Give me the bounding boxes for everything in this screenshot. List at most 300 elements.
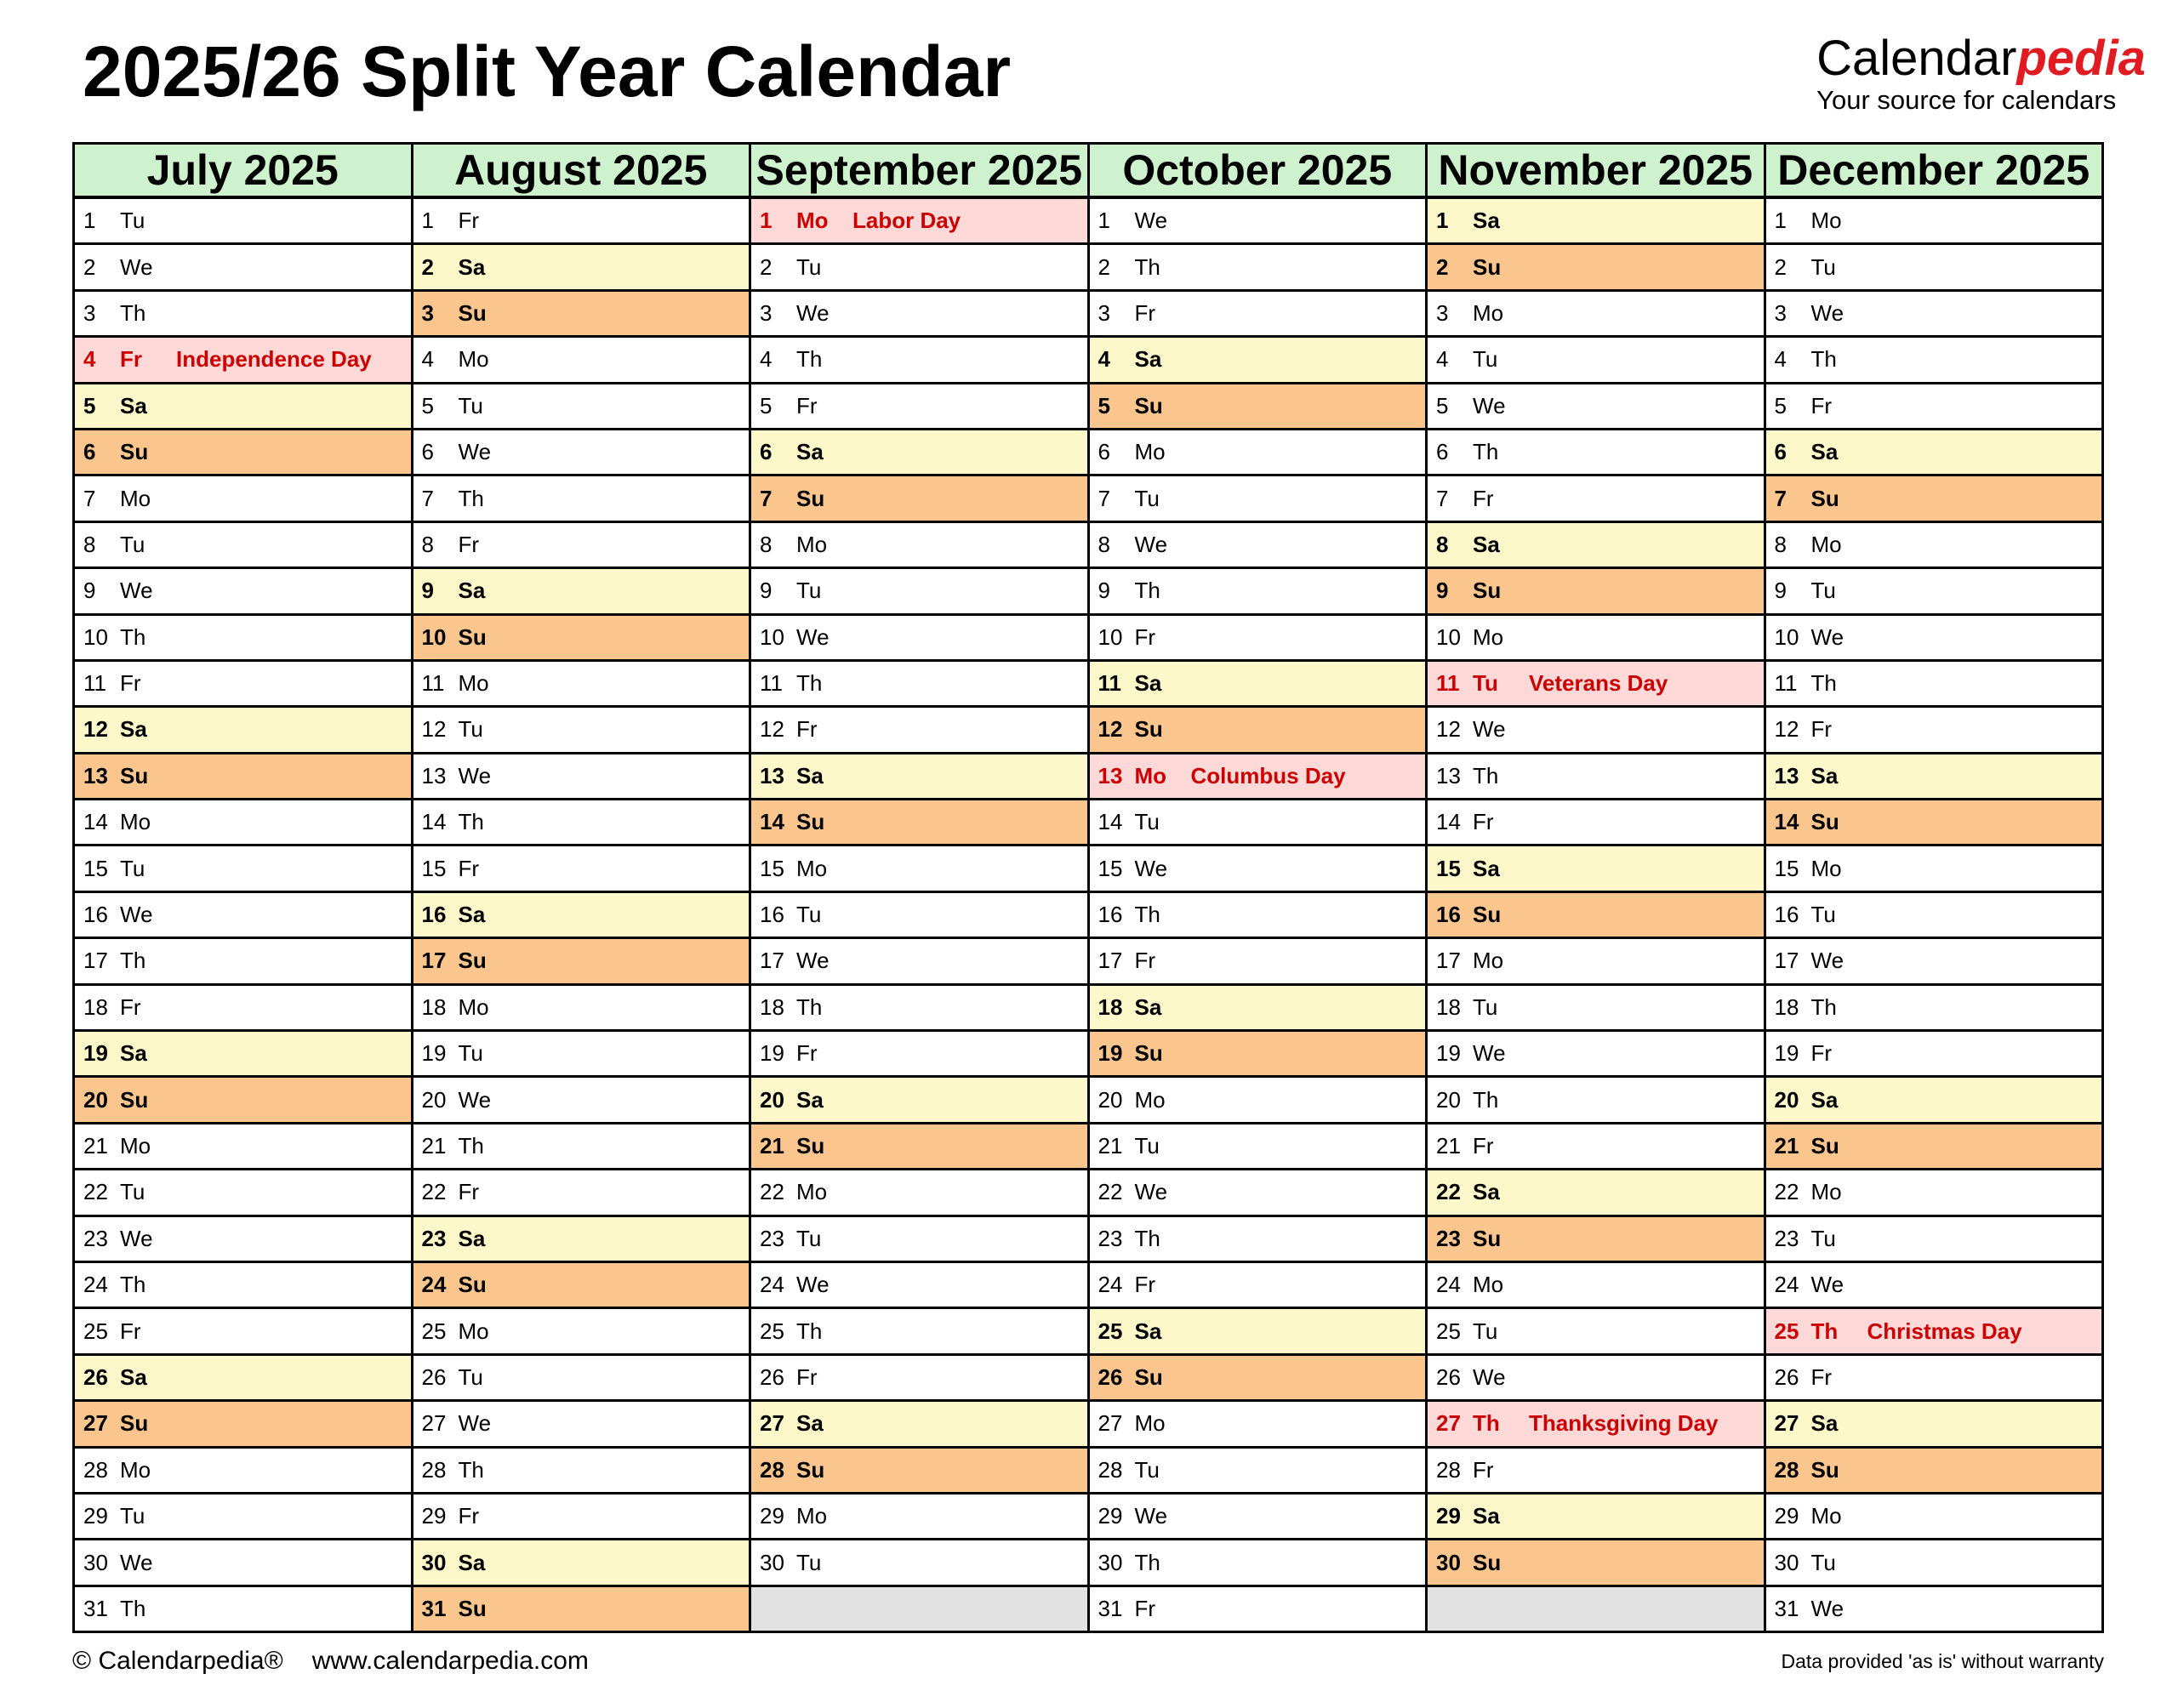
weekday-abbrev: Su [1473,1549,1502,1575]
weekday-abbrev: Tu [1134,1456,1160,1483]
empty-cell [750,1586,1089,1631]
weekday-abbrev: Th [120,948,146,974]
day-number: 30 [1098,1549,1123,1575]
weekday-abbrev: Su [1810,809,1839,835]
day-cell [74,1308,413,1354]
day-number: 3 [1774,299,1787,326]
weekday-abbrev: Fr [120,993,141,1020]
day-number: 3 [421,299,434,326]
day-number: 13 [83,762,108,789]
day-cell [1088,1354,1427,1400]
footer [72,1647,2104,1676]
day-number: 21 [760,1133,784,1159]
day-number: 16 [421,902,447,928]
day-number: 10 [1436,623,1461,650]
weekday-abbrev: Sa [1810,1086,1839,1113]
day-number: 2 [421,253,434,280]
weekday-abbrev: Sa [1134,346,1162,373]
day-cell [412,1077,750,1123]
weekday-abbrev: Tu [1810,1549,1836,1575]
day-number: 24 [83,1272,108,1298]
day-number: 28 [1098,1456,1123,1483]
day-cell [750,1493,1089,1539]
day-number: 18 [1098,993,1123,1020]
logo-brand-black: Calendar [1816,31,2017,86]
day-number: 29 [760,1503,784,1529]
day-cell [74,845,413,891]
weekday-abbrev: Fr [1134,1272,1156,1298]
day-cell [412,521,750,567]
weekday-abbrev: Mo [1473,623,1504,650]
day-number: 21 [83,1133,108,1159]
day-cell [74,1401,413,1447]
website-text: www.calendarpedia.com [311,1647,589,1675]
day-cell [1088,984,1427,1030]
weekday-abbrev: Fr [796,392,818,418]
day-cell [1088,938,1427,984]
weekday-abbrev: Tu [458,1364,483,1390]
weekday-abbrev: Tu [120,1503,145,1529]
day-cell [1765,707,2103,753]
day-number: 20 [83,1086,108,1113]
weekday-abbrev: Th [458,1133,484,1159]
day-number: 17 [421,948,447,974]
day-number: 29 [1774,1503,1799,1529]
day-number: 27 [421,1410,447,1437]
day-number: 27 [1098,1410,1123,1437]
day-number: 22 [1774,1179,1799,1205]
day-cell [750,1308,1089,1354]
day-cell [74,707,413,753]
day-cell [1088,197,1427,244]
day-cell [1088,1261,1427,1307]
day-number: 22 [1436,1179,1461,1205]
weekday-abbrev: We [1134,1503,1168,1529]
weekday-abbrev: Sa [1473,531,1500,557]
day-number: 13 [1098,762,1123,789]
day-cell [1765,1077,2103,1123]
day-cell [412,1401,750,1447]
weekday-abbrev: Th [1473,439,1499,465]
day-cell [1765,475,2103,521]
weekday-abbrev: Mo [1810,531,1842,557]
day-number: 24 [760,1272,784,1298]
day-cell [74,614,413,660]
day-cell [750,1031,1089,1077]
day-cell [412,938,750,984]
month-header: September 2025 [750,144,1089,198]
weekday-abbrev: Su [1473,902,1502,928]
weekday-abbrev: Sa [1134,670,1162,697]
day-cell [1088,1401,1427,1447]
day-cell [1088,521,1427,567]
day-number: 7 [83,485,96,511]
month-header: July 2025 [74,144,413,198]
day-cell [74,1261,413,1307]
weekday-abbrev: We [1473,1364,1506,1390]
weekday-abbrev: We [458,762,492,789]
day-cell [74,475,413,521]
day-cell [1427,383,1765,429]
day-number: 16 [760,902,784,928]
day-cell [750,938,1089,984]
day-cell [74,383,413,429]
day-number: 6 [760,439,773,465]
holiday-label: Columbus Day [1190,762,1346,789]
day-number: 14 [1774,809,1799,835]
day-number: 30 [1774,1549,1799,1575]
day-cell [1088,1540,1427,1586]
day-cell [1427,337,1765,383]
day-number: 26 [760,1364,784,1390]
weekday-abbrev: Th [1473,1410,1500,1437]
weekday-abbrev: Tu [1810,1225,1836,1251]
weekday-abbrev: Fr [1473,1456,1494,1483]
day-cell [412,845,750,891]
day-number: 15 [1774,855,1799,881]
weekday-abbrev: Th [1134,253,1160,280]
day-number: 8 [1098,531,1110,557]
day-number: 30 [760,1549,784,1575]
weekday-abbrev: Mo [120,1133,151,1159]
weekday-abbrev: Mo [1810,855,1842,881]
day-cell [1088,1123,1427,1169]
day-cell [750,1077,1089,1123]
day-number: 8 [1436,531,1449,557]
day-cell [1765,1586,2103,1631]
weekday-abbrev: Tu [458,392,483,418]
day-number: 23 [83,1225,108,1251]
day-number: 3 [1098,299,1110,326]
day-number: 4 [1774,346,1787,373]
weekday-abbrev: Mo [1810,208,1842,234]
day-number: 4 [421,346,434,373]
day-number: 17 [760,948,784,974]
weekday-abbrev: Mo [1473,299,1504,326]
day-number: 4 [83,346,96,373]
day-number: 28 [1436,1456,1461,1483]
weekday-abbrev: We [120,578,153,604]
weekday-abbrev: Tu [796,902,822,928]
day-cell [412,891,750,937]
day-number: 8 [83,531,96,557]
month-header: December 2025 [1765,144,2103,198]
day-cell [1427,1447,1765,1493]
weekday-abbrev: Mo [1810,1503,1842,1529]
day-cell [1088,337,1427,383]
day-number: 13 [1436,762,1461,789]
day-cell [412,475,750,521]
day-cell [412,1447,750,1493]
day-number: 9 [1436,578,1449,604]
weekday-abbrev: Fr [458,208,480,234]
day-cell [74,1447,413,1493]
weekday-abbrev: Mo [796,855,828,881]
weekday-abbrev: Tu [1473,1318,1498,1344]
weekday-abbrev: Tu [1473,993,1498,1020]
weekday-abbrev: Th [1810,346,1837,373]
weekday-abbrev: Su [1134,1040,1163,1067]
day-number: 26 [1098,1364,1123,1390]
day-cell [1765,197,2103,244]
day-cell [750,337,1089,383]
weekday-abbrev: Sa [458,578,486,604]
day-cell [412,614,750,660]
weekday-abbrev: Sa [1473,1179,1500,1205]
day-number: 2 [760,253,773,280]
weekday-abbrev: Th [1134,1549,1160,1575]
day-cell [1765,1031,2103,1077]
calendarpedia-logo [1816,31,2146,115]
weekday-abbrev: Fr [120,670,141,697]
day-cell [1088,1493,1427,1539]
weekday-abbrev: Mo [1810,1179,1842,1205]
weekday-abbrev: Sa [120,1364,147,1390]
day-number: 26 [421,1364,447,1390]
day-cell [1765,1354,2103,1400]
day-number: 13 [1774,762,1799,789]
weekday-abbrev: Sa [120,716,147,743]
day-cell [750,521,1089,567]
day-number: 26 [83,1364,108,1390]
day-cell [1765,1170,2103,1216]
day-number: 11 [1098,670,1121,697]
weekday-abbrev: Sa [1473,208,1500,234]
weekday-abbrev: Tu [1810,253,1836,280]
weekday-abbrev: Mo [796,1179,828,1205]
day-cell [750,383,1089,429]
weekday-abbrev: Tu [458,1040,483,1067]
day-number: 11 [760,670,783,697]
day-cell [1427,1261,1765,1307]
day-cell [74,753,413,799]
day-cell [1427,1077,1765,1123]
day-cell [1765,337,2103,383]
day-cell [412,1586,750,1631]
day-number: 12 [421,716,447,743]
day-number: 19 [1436,1040,1461,1067]
day-cell [412,568,750,614]
weekday-abbrev: Mo [458,346,489,373]
day-cell [750,891,1089,937]
day-number: 20 [760,1086,784,1113]
holiday-label: Christmas Day [1867,1318,2022,1344]
day-number: 1 [1774,208,1787,234]
weekday-abbrev: Fr [458,1179,480,1205]
weekday-abbrev: Su [458,1272,487,1298]
day-cell [1765,614,2103,660]
day-cell [1427,1493,1765,1539]
day-cell [1765,383,2103,429]
day-cell [1088,1447,1427,1493]
empty-cell [1427,1586,1765,1631]
weekday-abbrev: Mo [458,993,489,1020]
day-cell [74,1216,413,1261]
day-number: 2 [83,253,96,280]
weekday-abbrev: Mo [796,208,829,234]
day-number: 30 [83,1549,108,1575]
day-cell [1427,1170,1765,1216]
day-cell [1088,800,1427,845]
day-cell [74,984,413,1030]
day-number: 14 [421,809,447,835]
day-number: 20 [1098,1086,1123,1113]
day-cell [1765,1216,2103,1261]
day-cell [1765,1261,2103,1307]
day-cell [750,1447,1089,1493]
day-number: 22 [421,1179,447,1205]
day-number: 14 [1436,809,1461,835]
day-number: 5 [83,392,96,418]
weekday-abbrev: Th [1810,1318,1839,1344]
day-number: 18 [421,993,447,1020]
day-number: 6 [421,439,434,465]
day-cell [74,521,413,567]
weekday-abbrev: Th [120,1272,146,1298]
weekday-abbrev: Fr [1134,948,1156,974]
day-number: 10 [421,623,447,650]
weekday-abbrev: Su [796,1456,825,1483]
day-cell [1427,429,1765,475]
day-cell [1088,383,1427,429]
day-number: 24 [421,1272,447,1298]
day-cell [412,1493,750,1539]
day-number: 29 [83,1503,108,1529]
day-number: 5 [1098,392,1110,418]
day-number: 9 [421,578,434,604]
day-cell [750,1123,1089,1169]
day-cell [412,707,750,753]
weekday-abbrev: Su [1810,1456,1839,1483]
day-cell [1088,1586,1427,1631]
day-cell [412,1308,750,1354]
day-number: 19 [83,1040,108,1067]
day-number: 20 [1436,1086,1461,1113]
day-cell [1088,1077,1427,1123]
weekday-abbrev: Mo [1134,762,1167,789]
day-number: 4 [1098,346,1110,373]
weekday-abbrev: Mo [120,809,151,835]
holiday-label: Independence Day [176,346,372,373]
day-number: 1 [83,208,96,234]
day-number: 11 [1774,670,1798,697]
day-cell [1765,290,2103,336]
weekday-abbrev: Mo [1134,1086,1166,1113]
day-number: 19 [421,1040,447,1067]
day-number: 30 [421,1549,447,1575]
day-number: 23 [1774,1225,1799,1251]
day-number: 25 [1774,1318,1799,1344]
weekday-abbrev: Fr [458,1503,480,1529]
day-cell [74,938,413,984]
day-cell [1765,429,2103,475]
month-header: August 2025 [412,144,750,198]
weekday-abbrev: Fr [1473,1133,1494,1159]
weekday-abbrev: We [1810,299,1844,326]
footer-left [72,1647,589,1676]
weekday-abbrev: Mo [120,485,151,511]
weekday-abbrev: Sa [1810,439,1839,465]
weekday-abbrev: Th [796,346,823,373]
weekday-abbrev: Th [1473,762,1499,789]
day-cell [412,800,750,845]
weekday-abbrev: Th [1134,578,1160,604]
day-number: 11 [421,670,445,697]
day-number: 10 [1774,623,1799,650]
day-cell [74,1354,413,1400]
weekday-abbrev: Su [120,1086,149,1113]
day-cell [412,383,750,429]
weekday-abbrev: Fr [1473,809,1494,835]
day-number: 21 [1436,1133,1461,1159]
day-number: 6 [1098,439,1110,465]
weekday-abbrev: Th [120,623,146,650]
holiday-label: Veterans Day [1529,670,1668,697]
weekday-abbrev: Tu [796,1549,822,1575]
day-number: 9 [83,578,96,604]
weekday-abbrev: Sa [1134,1318,1162,1344]
day-cell [1088,891,1427,937]
day-number: 11 [83,670,106,697]
weekday-abbrev: Tu [796,253,822,280]
weekday-abbrev: We [458,1086,492,1113]
day-cell [74,891,413,937]
day-number: 27 [1774,1410,1799,1437]
day-cell [412,1123,750,1169]
day-number: 2 [1098,253,1110,280]
day-number: 29 [421,1503,447,1529]
day-cell [1427,1401,1765,1447]
weekday-abbrev: Su [458,1595,487,1621]
day-cell [1765,891,2103,937]
day-cell [1765,1540,2103,1586]
weekday-abbrev: Su [1134,716,1163,743]
day-number: 5 [760,392,773,418]
weekday-abbrev: Fr [796,1364,818,1390]
day-cell [1765,1308,2103,1354]
day-number: 15 [421,855,447,881]
day-cell [1765,660,2103,706]
day-cell [1765,521,2103,567]
weekday-abbrev: Th [1134,902,1160,928]
day-number: 14 [1098,809,1123,835]
day-number: 24 [1098,1272,1123,1298]
day-number: 18 [1774,993,1799,1020]
weekday-abbrev: We [458,439,492,465]
page-title: 2025/26 Split Year Calendar [83,31,1012,111]
weekday-abbrev: Sa [796,1410,824,1437]
day-cell [1088,753,1427,799]
weekday-abbrev: We [1134,531,1168,557]
day-cell [750,800,1089,845]
weekday-abbrev: Sa [458,902,486,928]
weekday-abbrev: Sa [796,1086,824,1113]
weekday-abbrev: We [120,1225,153,1251]
day-cell [1765,984,2103,1030]
day-cell [750,475,1089,521]
day-cell [750,1354,1089,1400]
day-number: 25 [1098,1318,1123,1344]
calendar-table [72,142,2104,1633]
day-number: 6 [1774,439,1787,465]
day-cell [750,753,1089,799]
day-cell [1765,1123,2103,1169]
weekday-abbrev: Sa [1810,1410,1839,1437]
day-number: 23 [421,1225,447,1251]
day-number: 19 [1774,1040,1799,1067]
day-number: 16 [1098,902,1123,928]
day-number: 16 [83,902,108,928]
